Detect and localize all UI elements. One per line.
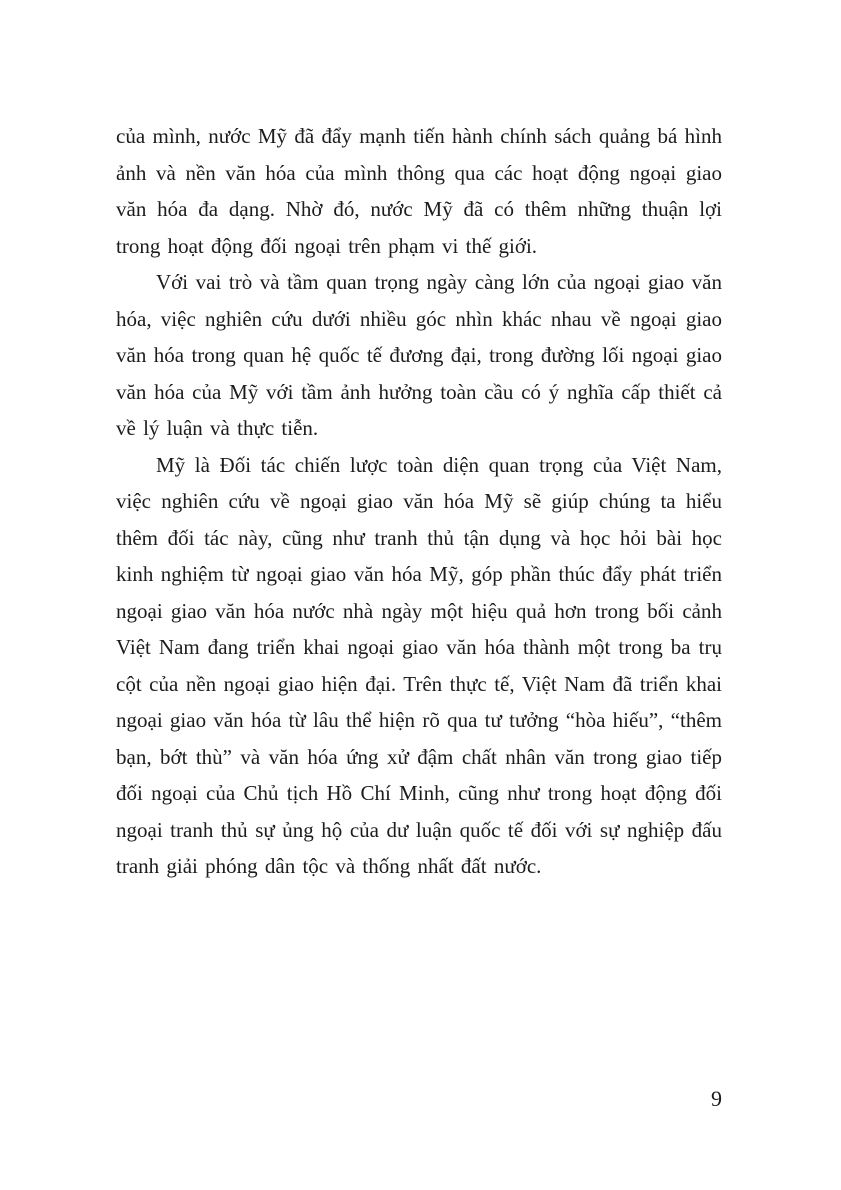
body-text — [116, 118, 722, 885]
paragraph: Với vai trò và tầm quan trọng ngày càng lớn của ngoại giao văn hóa, việc nghiên cứu dưới nhiều góc nhìn khác nhau về ngoại giao văn hóa trong quan hệ quốc tế đương đại, trong đường lối ngoại giao văn hóa của Mỹ với tầm ảnh hưởng toàn cầu có ý nghĩa cấp thiết cả về lý luận và thực tiễn. — [116, 270, 722, 440]
page-number: 9 — [711, 1086, 722, 1111]
paragraph: Mỹ là Đối tác chiến lược toàn diện quan trọng của Việt Nam, việc nghiên cứu về ngoại giao văn hóa Mỹ sẽ giúp chúng ta hiểu thêm đối tác này, cũng như tranh thủ tận dụng và học hỏi bài học kinh nghiệm từ ngoại giao văn hóa Mỹ, góp phần thúc đẩy phát triển ngoại giao văn hóa nước nhà ngày một hiệu quả hơn trong bối cảnh Việt Nam đang triển khai ngoại giao văn hóa thành một trong ba trụ cột của nền ngoại giao hiện đại. Trên thực tế, Việt Nam đã triển khai ngoại giao văn hóa từ lâu thể hiện rõ qua tư tưởng “hòa hiếu”, “thêm bạn, bớt thù” và văn hóa ứng xử đậm chất nhân văn trong giao tiếp đối ngoại của Chủ tịch Hồ Chí Minh, cũng như trong hoạt động đối ngoại tranh thủ sự ủng hộ của dư luận quốc tế đối với sự nghiệp đấu tranh giải phóng dân tộc và thống nhất đất nước. — [116, 452, 722, 878]
paragraph-continuation: của mình, nước Mỹ đã đẩy mạnh tiến hành chính sách quảng bá hình ảnh và nền văn hóa của mình thông qua các hoạt động ngoại giao văn hóa đa dạng. Nhờ đó, nước Mỹ đã có thêm những thuận lợi trong hoạt động đối ngoại trên phạm vi thế giới. — [116, 124, 722, 258]
